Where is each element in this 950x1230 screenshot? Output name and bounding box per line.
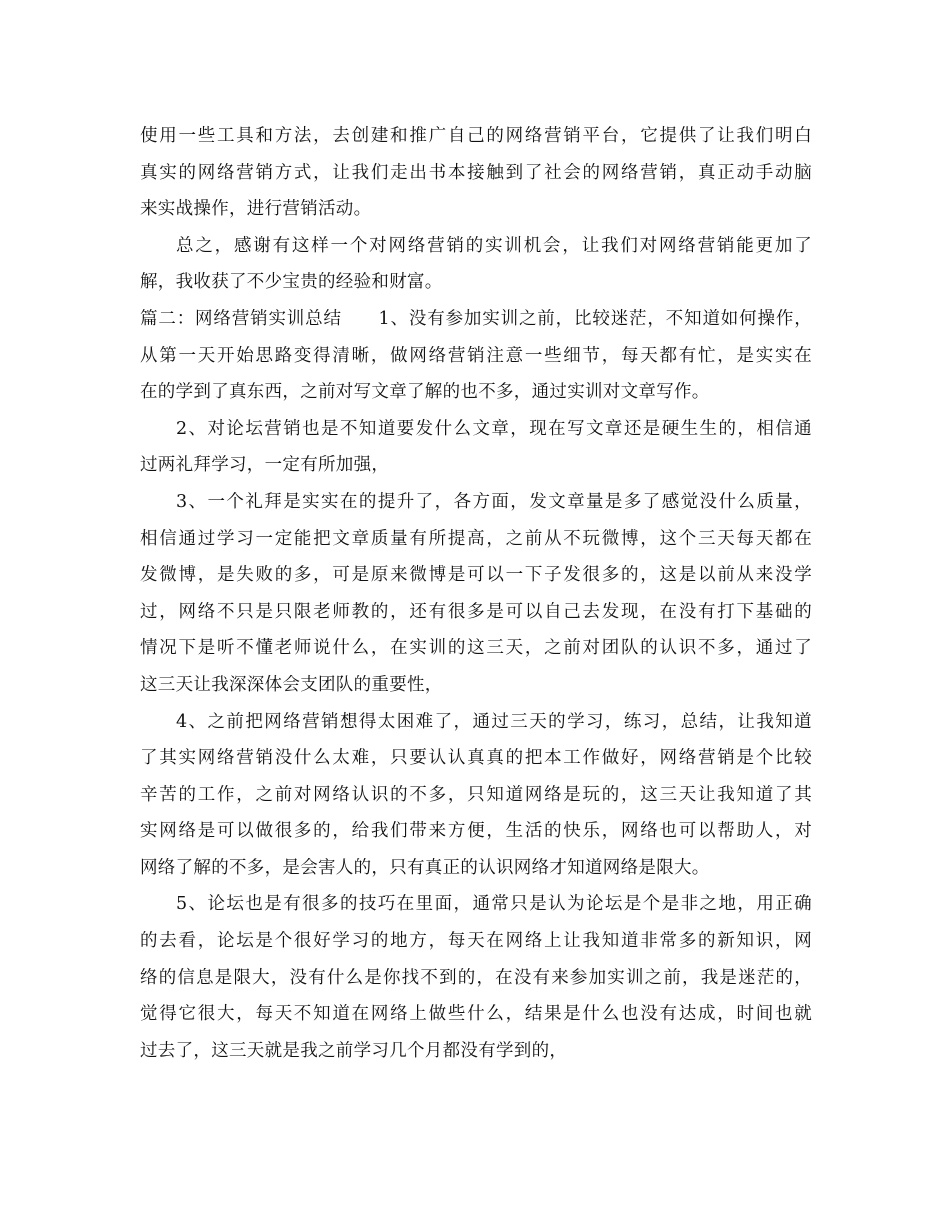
text-line: 从第一天开始思路变得清晰，做网络营销注意一些细节，每天都有忙，是实实在 xyxy=(140,345,812,366)
text-line: 5、论坛也是有很多的技巧在里面，通常只是认为论坛是个是非之地，用正确 xyxy=(176,894,812,915)
text-line: 4、之前把网络营销想得太困难了，通过三天的学习，练习，总结，让我知道 xyxy=(176,711,812,732)
text-line: 来实战操作，进行营销活动。 xyxy=(140,199,372,220)
text-line: 总之，感谢有这样一个对网络营销的实训机会，让我们对网络营销能更加了 xyxy=(176,235,812,256)
text-line: 过，网络不只是只限老师教的，还有很多是可以自己去发现，在没有打下基础的 xyxy=(140,601,812,622)
document-body xyxy=(140,118,812,1069)
text-line: 解，我收获了不少宝贵的经验和财富。 xyxy=(140,272,443,293)
text-line: 情况下是听不懂老师说什么，在实训的这三天，之前对团队的认识不多，通过了 xyxy=(140,638,812,659)
text-line: 使用一些工具和方法，去创建和推广自己的网络营销平台，它提供了让我们明白 xyxy=(140,126,812,146)
text-line: 的去看，论坛是个很好学习的地方，每天在网络上让我知道非常多的新知识，网 xyxy=(140,931,812,952)
text-line: 篇二：网络营销实训总结 1、没有参加实训之前，比较迷茫，不知道如何操作， xyxy=(140,308,812,329)
text-line: 3、一个礼拜是实实在的提升了，各方面，发文章量是多了感觉没什么质量， xyxy=(176,491,812,512)
text-line: 2、对论坛营销也是不知道要发什么文章，现在写文章还是硬生生的，相信通 xyxy=(176,418,812,439)
text-line: 了其实网络营销没什么太难，只要认认真真的把本工作做好，网络营销是个比较 xyxy=(140,748,812,769)
text-line: 辛苦的工作，之前对网络认识的不多，只知道网络是玩的，这三天让我知道了其 xyxy=(140,784,812,805)
text-line: 发微博，是失败的多，可是原来微博是可以一下子发很多的，这是以前从来没学 xyxy=(140,565,812,586)
text-line: 相信通过学习一定能把文章质量有所提高，之前从不玩微博，这个三天每天都在 xyxy=(140,528,812,549)
text-line: 网络了解的不多，是会害人的，只有真正的认识网络才知道网络是限大。 xyxy=(140,857,710,878)
text-line: 络的信息是限大，没有什么是你找不到的，在没有来参加实训之前，我是迷茫的， xyxy=(140,967,812,988)
text-line: 这三天让我深深体会支团队的重要性， xyxy=(140,674,443,695)
text-line: 觉得它很大，每天不知道在网络上做些什么，结果是什么也没有达成，时间也就 xyxy=(140,1004,812,1025)
text-line: 过两礼拜学习，一定有所加强， xyxy=(140,455,390,476)
text-line: 过去了，这三天就是我之前学习几个月都没有学到的， xyxy=(140,1040,568,1061)
text-line: 真实的网络营销方式，让我们走出书本接触到了社会的网络营销，真正动手动脑 xyxy=(140,162,812,183)
text-line: 在的学到了真东西，之前对写文章了解的也不多，通过实训对文章写作。 xyxy=(140,382,710,403)
text-line: 实网络是可以做很多的，给我们带来方便，生活的快乐，网络也可以帮助人，对 xyxy=(140,821,812,842)
